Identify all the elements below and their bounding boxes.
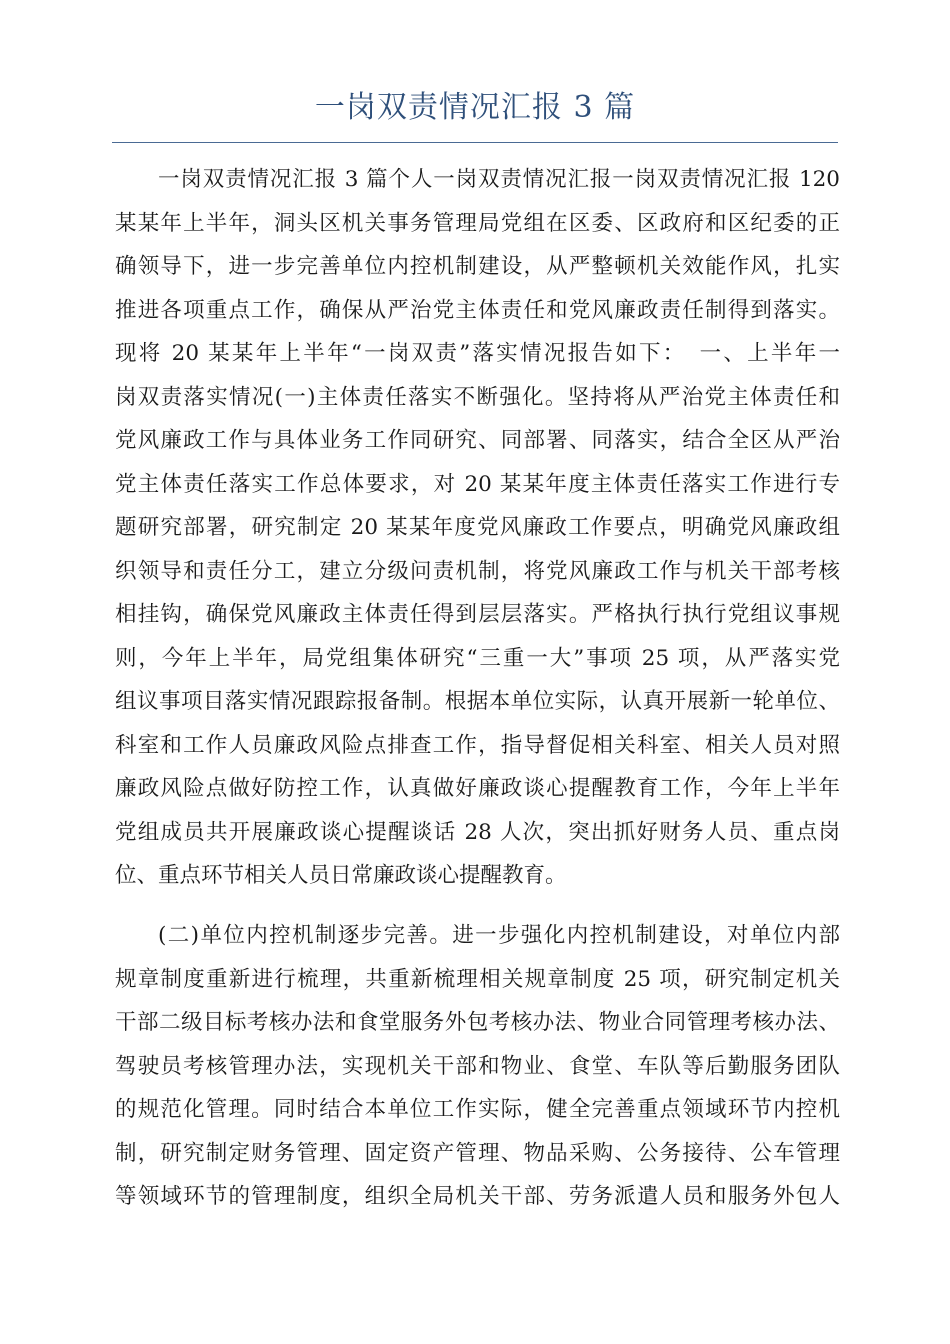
paragraph-line: 现将 20 某某年上半年“一岗双责”落实情况报告如下： 一、上半年一 bbox=[115, 341, 840, 366]
paragraph-line: 岗双责落实情况(一)主体责任落实不断强化。坚持将从严治党主体责任和 bbox=[115, 384, 840, 410]
paragraph-line: 某某年上半年，洞头区机关事务管理局党组在区委、区政府和区纪委的正 bbox=[115, 210, 840, 236]
paragraph-line: 推进各项重点工作，确保从严治党主体责任和党风廉政责任制得到落实。 bbox=[115, 297, 840, 323]
paragraph-line: (二)单位内控机制逐步完善。进一步强化内控机制建设，对单位内部 bbox=[158, 923, 840, 948]
paragraph-line: 驾驶员考核管理办法，实现机关干部和物业、食堂、车队等后勤服务团队 bbox=[115, 1053, 840, 1079]
paragraph-1 bbox=[115, 158, 840, 898]
paragraph-line: 相挂钩，确保党风廉政主体责任得到层层落实。严格执行执行党组议事规 bbox=[115, 602, 840, 627]
paragraph-line: 确领导下，进一步完善单位内控机制建设，从严整顿机关效能作风，扎实 bbox=[115, 254, 840, 279]
paragraph-line: 等领域环节的管理制度，组织全局机关干部、劳务派遣人员和服务外包人 bbox=[115, 1184, 840, 1209]
paragraph-line: 科室和工作人员廉政风险点排查工作，指导督促相关科室、相关人员对照 bbox=[115, 732, 840, 758]
paragraph-line: 党主体责任落实工作总体要求，对 20 某某年度主体责任落实工作进行专 bbox=[115, 471, 840, 497]
paragraph-line: 位、重点环节相关人员日常廉政谈心提醒教育。 bbox=[115, 863, 567, 888]
title-divider bbox=[112, 142, 838, 143]
paragraph-line: 组议事项目落实情况跟踪报备制。根据本单位实际，认真开展新一轮单位、 bbox=[115, 689, 840, 714]
paragraph-line: 制，研究制定财务管理、固定资产管理、物品采购、公务接待、公车管理 bbox=[115, 1140, 840, 1166]
paragraph-line: 一岗双责情况汇报 3 篇个人一岗双责情况汇报一岗双责情况汇报 120 bbox=[158, 167, 840, 192]
paragraph-line: 党风廉政工作与具体业务工作同研究、同部署、同落实，结合全区从严治 bbox=[115, 428, 840, 453]
paragraph-line: 题研究部署，研究制定 20 某某年度党风廉政工作要点，明确党风廉政组 bbox=[115, 515, 840, 540]
paragraph-line: 的规范化管理。同时结合本单位工作实际，健全完善重点领域环节内控机 bbox=[115, 1097, 840, 1122]
paragraph-2 bbox=[115, 914, 840, 1219]
paragraph-line: 规章制度重新进行梳理，共重新梳理相关规章制度 25 项，研究制定机关 bbox=[115, 966, 840, 992]
paragraph-line: 廉政风险点做好防控工作，认真做好廉政谈心提醒教育工作，今年上半年 bbox=[115, 776, 840, 801]
paragraph-line: 干部二级目标考核办法和食堂服务外包考核办法、物业合同管理考核办法、 bbox=[115, 1010, 840, 1035]
page-title: 一岗双责情况汇报 3 篇 bbox=[314, 90, 636, 125]
paragraph-line: 织领导和责任分工，建立分级问责机制，将党风廉政工作与机关干部考核 bbox=[115, 558, 840, 584]
paragraph-line: 则，今年上半年，局党组集体研究“三重一大”事项 25 项，从严落实党 bbox=[115, 645, 840, 671]
paragraph-line: 党组成员共开展廉政谈心提醒谈话 28 人次，突出抓好财务人员、重点岗 bbox=[115, 819, 840, 845]
